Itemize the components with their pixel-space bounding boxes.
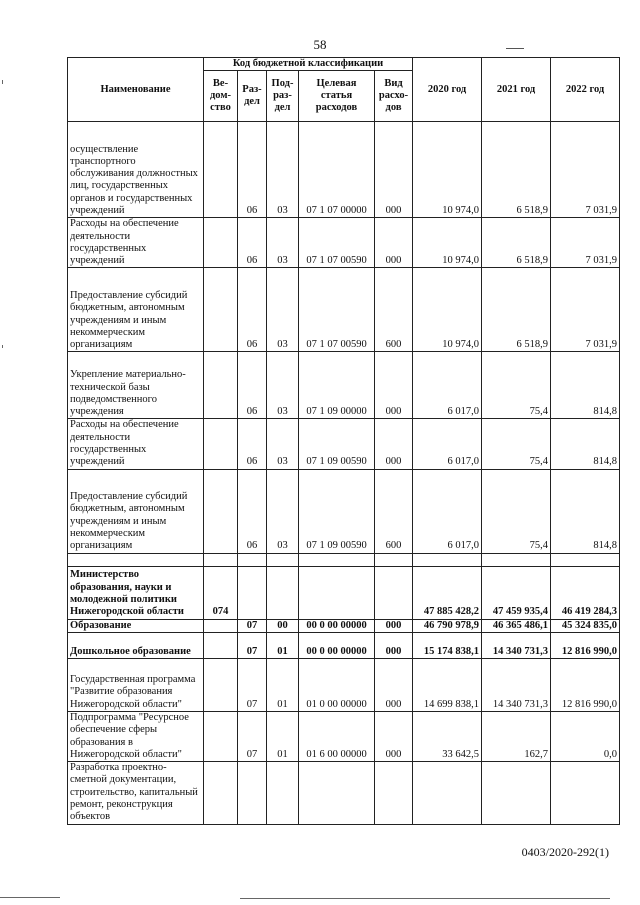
row-2020: 10 974,0	[413, 218, 482, 268]
row-razdel: 07	[238, 632, 267, 658]
row-vid: 000	[375, 352, 413, 419]
row-target	[299, 762, 375, 824]
row-vid: 000	[375, 632, 413, 658]
page-number: 58	[313, 37, 327, 52]
row-2021: 6 518,9	[482, 218, 551, 268]
row-name: осуществление транспортного обслуживания должностных лиц, государственных органов и государственных учреждений	[68, 122, 204, 218]
row-podrazdel: 03	[267, 268, 299, 352]
table-row	[68, 352, 620, 419]
row-vid	[375, 553, 413, 566]
row-name: Министерство образования, науки и молодежной политики Нижегородской области	[68, 566, 204, 619]
row-2020: 6 017,0	[413, 419, 482, 469]
row-name: Государственная программа "Развитие образования Нижегородской области"	[68, 658, 204, 711]
row-2020	[413, 553, 482, 566]
table-row	[68, 632, 620, 658]
row-vid: 000	[375, 619, 413, 632]
row-2020: 10 974,0	[413, 268, 482, 352]
row-name: Предоставление субсидий бюджетным, автономным учреждениям и иным некоммерческим организациям	[68, 268, 204, 352]
row-2022: 814,8	[551, 352, 620, 419]
row-podrazdel	[267, 553, 299, 566]
row-2020: 6 017,0	[413, 469, 482, 553]
row-vedomstvo	[204, 658, 238, 711]
row-2022: 46 419 284,3	[551, 566, 620, 619]
row-razdel	[238, 762, 267, 824]
row-vedomstvo	[204, 632, 238, 658]
row-razdel: 06	[238, 352, 267, 419]
row-podrazdel: 03	[267, 419, 299, 469]
table-row	[68, 658, 620, 711]
col-header-vid: Вид расхо- дов	[375, 71, 413, 122]
table-row	[68, 566, 620, 619]
row-2020: 6 017,0	[413, 352, 482, 419]
row-vedomstvo	[204, 268, 238, 352]
row-vid: 000	[375, 218, 413, 268]
table-row	[68, 419, 620, 469]
row-2022: 7 031,9	[551, 218, 620, 268]
row-2022: 45 324 835,0	[551, 619, 620, 632]
row-target: 07 1 09 00000	[299, 352, 375, 419]
document-number: 0403/2020-292(1)	[521, 845, 609, 859]
row-razdel: 07	[238, 711, 267, 761]
row-vid: 000	[375, 122, 413, 218]
row-target: 07 1 07 00590	[299, 218, 375, 268]
row-2021: 75,4	[482, 352, 551, 419]
col-header-name: Наименование	[68, 58, 204, 122]
table-row	[68, 469, 620, 553]
row-podrazdel	[267, 762, 299, 824]
row-target	[299, 566, 375, 619]
row-2021: 75,4	[482, 419, 551, 469]
row-target: 01 0 00 00000	[299, 658, 375, 711]
row-2021: 47 459 935,4	[482, 566, 551, 619]
scan-edge-mark	[0, 897, 60, 898]
table-row	[68, 218, 620, 268]
row-name: Разработка проектно-сметной документации, строительство, капитальный ремонт, реконструкция объектов	[68, 762, 204, 824]
table-row	[68, 122, 620, 218]
row-vid: 600	[375, 469, 413, 553]
row-2021	[482, 762, 551, 824]
table-row	[68, 762, 620, 824]
row-2020: 46 790 978,9	[413, 619, 482, 632]
row-2022: 814,8	[551, 469, 620, 553]
row-2020: 15 174 838,1	[413, 632, 482, 658]
row-name: Образование	[68, 619, 204, 632]
table-row	[68, 553, 620, 566]
row-2022	[551, 762, 620, 824]
scan-edge-mark	[2, 80, 3, 84]
row-2020: 10 974,0	[413, 122, 482, 218]
row-target: 01 6 00 00000	[299, 711, 375, 761]
row-name: Расходы на обеспечение деятельности государственных учреждений	[68, 218, 204, 268]
col-header-2021: 2021 год	[482, 58, 551, 122]
row-name: Предоставление субсидий бюджетным, автономным учреждениям и иным некоммерческим организациям	[68, 469, 204, 553]
row-2021	[482, 553, 551, 566]
row-podrazdel: 03	[267, 352, 299, 419]
col-header-target: Целевая статья расходов	[299, 71, 375, 122]
row-vedomstvo	[204, 711, 238, 761]
row-name: Расходы на обеспечение деятельности государственных учреждений	[68, 419, 204, 469]
row-vid: 000	[375, 419, 413, 469]
col-header-vedomstvo: Ве- дом- ство	[204, 71, 238, 122]
row-vedomstvo	[204, 419, 238, 469]
scan-edge-mark	[240, 898, 610, 899]
row-vedomstvo	[204, 553, 238, 566]
row-2022: 7 031,9	[551, 122, 620, 218]
scan-edge-mark	[2, 345, 3, 348]
row-vid	[375, 762, 413, 824]
row-podrazdel: 00	[267, 619, 299, 632]
row-vid: 600	[375, 268, 413, 352]
row-target: 07 1 07 00590	[299, 268, 375, 352]
row-target: 00 0 00 00000	[299, 632, 375, 658]
row-2022: 814,8	[551, 419, 620, 469]
row-podrazdel: 03	[267, 122, 299, 218]
row-name: Укрепление материально-технической базы подведомственного учреждения	[68, 352, 204, 419]
row-vid	[375, 566, 413, 619]
row-2020: 14 699 838,1	[413, 658, 482, 711]
budget-table	[67, 57, 620, 825]
row-2022: 7 031,9	[551, 268, 620, 352]
row-2022	[551, 553, 620, 566]
row-podrazdel: 01	[267, 632, 299, 658]
row-target: 00 0 00 00000	[299, 619, 375, 632]
row-2022: 12 816 990,0	[551, 658, 620, 711]
row-target: 07 1 09 00590	[299, 469, 375, 553]
row-vid: 000	[375, 658, 413, 711]
row-2020: 47 885 428,2	[413, 566, 482, 619]
row-vedomstvo: 074	[204, 566, 238, 619]
row-razdel	[238, 553, 267, 566]
row-2021: 14 340 731,3	[482, 658, 551, 711]
row-razdel	[238, 566, 267, 619]
row-vedomstvo	[204, 619, 238, 632]
table-row	[68, 711, 620, 761]
row-target	[299, 553, 375, 566]
row-podrazdel: 03	[267, 469, 299, 553]
table-row	[68, 268, 620, 352]
row-podrazdel	[267, 566, 299, 619]
row-2021: 6 518,9	[482, 268, 551, 352]
row-razdel: 07	[238, 619, 267, 632]
row-vedomstvo	[204, 352, 238, 419]
row-razdel: 06	[238, 122, 267, 218]
col-header-2022: 2022 год	[551, 58, 620, 122]
row-2020	[413, 762, 482, 824]
row-podrazdel: 01	[267, 711, 299, 761]
row-2021: 75,4	[482, 469, 551, 553]
row-razdel: 06	[238, 419, 267, 469]
row-razdel: 06	[238, 218, 267, 268]
row-2020: 33 642,5	[413, 711, 482, 761]
row-podrazdel: 01	[267, 658, 299, 711]
col-header-2020: 2020 год	[413, 58, 482, 122]
row-2021: 14 340 731,3	[482, 632, 551, 658]
row-2021: 6 518,9	[482, 122, 551, 218]
row-2022: 0,0	[551, 711, 620, 761]
row-name: Дошкольное образование	[68, 632, 204, 658]
table-row	[68, 619, 620, 632]
header-dash	[506, 48, 524, 49]
row-2022: 12 816 990,0	[551, 632, 620, 658]
row-vedomstvo	[204, 218, 238, 268]
row-name: Подпрограмма "Ресурсное обеспечение сферы образования в Нижегородской области"	[68, 711, 204, 761]
row-razdel: 06	[238, 469, 267, 553]
col-header-razdel: Раз- дел	[238, 71, 267, 122]
row-target: 07 1 07 00000	[299, 122, 375, 218]
row-razdel: 06	[238, 268, 267, 352]
row-name	[68, 553, 204, 566]
row-podrazdel: 03	[267, 218, 299, 268]
row-vid: 000	[375, 711, 413, 761]
row-2021: 46 365 486,1	[482, 619, 551, 632]
row-razdel: 07	[238, 658, 267, 711]
row-target: 07 1 09 00590	[299, 419, 375, 469]
row-2021: 162,7	[482, 711, 551, 761]
col-header-podrazdel: Под- раз- дел	[267, 71, 299, 122]
row-vedomstvo	[204, 762, 238, 824]
col-header-code-group: Код бюджетной классификации	[204, 58, 413, 71]
row-vedomstvo	[204, 469, 238, 553]
row-vedomstvo	[204, 122, 238, 218]
